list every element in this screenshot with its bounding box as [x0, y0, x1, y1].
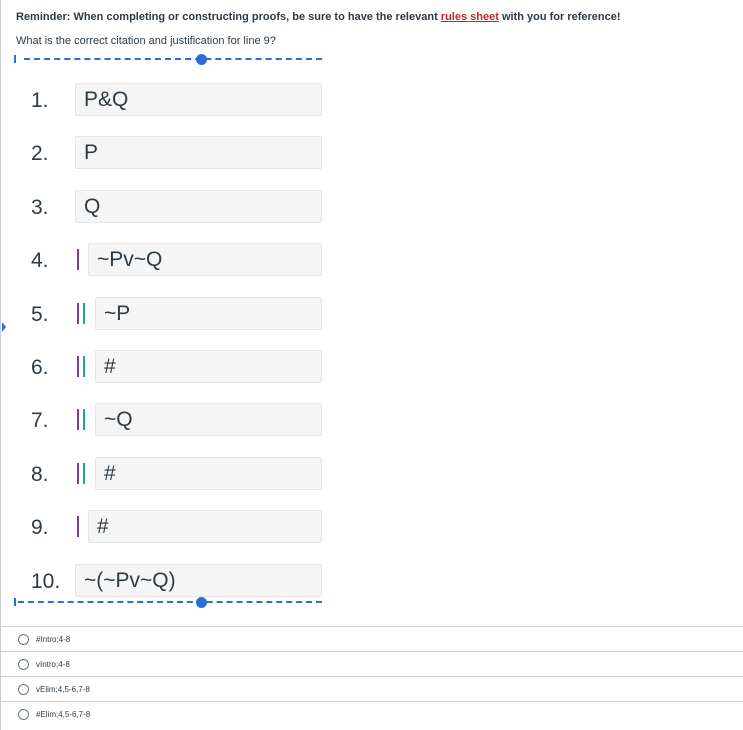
- subproof-bar-inner: [83, 463, 85, 484]
- answer-choice-label: #Elim;4,5-6,7-8: [36, 709, 91, 719]
- answer-choices: [0, 626, 743, 726]
- reminder-prefix: Reminder: When completing or constructing proofs, be sure to have the relevant: [16, 11, 441, 23]
- answer-choice-label: vElim;4,5-6,7-8: [36, 684, 90, 694]
- subproof-bar-outer: [77, 516, 79, 537]
- formula-text: #: [97, 514, 109, 538]
- answer-choice-label: #Intro;4-8: [36, 634, 71, 644]
- radio-button[interactable]: [18, 709, 29, 720]
- line-number: 4.: [31, 249, 49, 272]
- line-number: 1.: [31, 89, 49, 112]
- formula-text: #: [104, 354, 116, 378]
- formula-text: ~(~Pv~Q): [84, 568, 176, 592]
- subproof-bar-outer: [77, 409, 79, 430]
- subproof-bars: [77, 463, 89, 484]
- formula-field[interactable]: [75, 83, 322, 116]
- formula-text: P&Q: [84, 87, 129, 111]
- line-number: 9.: [31, 516, 49, 539]
- formula-field[interactable]: [75, 190, 322, 223]
- formula-field[interactable]: [95, 403, 322, 436]
- subproof-bars: [77, 303, 89, 324]
- rule-bottom-dashed: [18, 601, 322, 603]
- answer-choice[interactable]: [0, 651, 743, 676]
- rules-sheet-link[interactable]: rules sheet: [440, 11, 499, 23]
- rule-top-dashed: [24, 58, 322, 60]
- question-text: What is the correct citation and justification for line 9?: [16, 35, 276, 47]
- formula-field[interactable]: [95, 297, 322, 330]
- formula-field[interactable]: [95, 457, 322, 490]
- subproof-bars: [77, 409, 89, 430]
- reminder-suffix: with you for reference!: [498, 11, 621, 23]
- side-marker-icon: [2, 322, 6, 332]
- formula-text: #: [104, 461, 116, 485]
- subproof-bar-inner: [83, 303, 85, 324]
- formula-text: P: [84, 140, 99, 164]
- line-number: 8.: [31, 463, 49, 486]
- formula-field[interactable]: [95, 350, 322, 383]
- line-number: 3.: [31, 196, 49, 219]
- proof-line: [0, 457, 322, 492]
- line-number: 6.: [31, 356, 49, 379]
- radio-button[interactable]: [18, 659, 29, 670]
- proof-line: [0, 564, 322, 599]
- proof-line: [0, 83, 322, 118]
- formula-text: Q: [84, 194, 101, 218]
- radio-button[interactable]: [18, 634, 29, 645]
- rule-bottom-cap: [14, 598, 16, 606]
- formula-text: ~P: [104, 301, 131, 325]
- subproof-bar-inner: [83, 409, 85, 430]
- line-number: 7.: [31, 409, 49, 432]
- proof-line: [0, 190, 322, 225]
- formula-field[interactable]: [88, 243, 322, 276]
- subproof-bar-outer: [77, 303, 79, 324]
- subproof-bar-outer: [77, 463, 79, 484]
- subproof-bar-outer: [77, 249, 79, 270]
- line-number: 10.: [31, 570, 61, 593]
- formula-field[interactable]: [88, 510, 322, 543]
- subproof-bars: [77, 249, 83, 270]
- formula-text: ~Pv~Q: [97, 247, 163, 271]
- formula-field[interactable]: [75, 136, 322, 169]
- answer-choice[interactable]: [0, 626, 743, 651]
- answer-choice[interactable]: [0, 676, 743, 701]
- radio-button[interactable]: [18, 684, 29, 695]
- proof-line: [0, 350, 322, 385]
- proof-line: [0, 136, 322, 171]
- answer-choice[interactable]: [0, 701, 743, 726]
- proof-line: [0, 510, 322, 545]
- line-number: 5.: [31, 303, 49, 326]
- rule-top-handle[interactable]: [196, 54, 207, 65]
- rule-top-cap: [14, 55, 16, 63]
- reminder-text: [16, 11, 621, 23]
- subproof-bar-inner: [83, 356, 85, 377]
- answer-choice-label: vIntro;4-8: [36, 659, 70, 669]
- subproof-bars: [77, 516, 83, 537]
- rule-bottom-handle[interactable]: [196, 597, 207, 608]
- proof-line: [0, 403, 322, 438]
- subproof-bars: [77, 356, 89, 377]
- subproof-bar-outer: [77, 356, 79, 377]
- formula-field[interactable]: [75, 564, 322, 597]
- proof-line: [0, 297, 322, 332]
- line-number: 2.: [31, 142, 49, 165]
- formula-text: ~Q: [104, 407, 133, 431]
- proof-line: [0, 243, 322, 278]
